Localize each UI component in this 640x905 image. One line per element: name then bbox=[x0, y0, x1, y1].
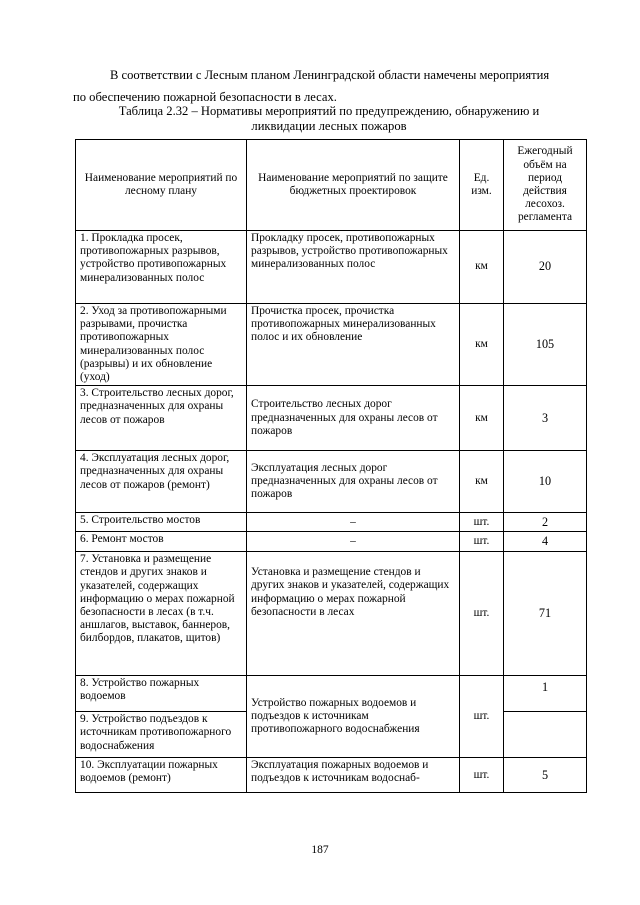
row-volume: 1 bbox=[504, 676, 587, 712]
row-volume bbox=[504, 712, 587, 758]
row-unit: шт. bbox=[460, 552, 504, 676]
row-unit: км bbox=[460, 231, 504, 304]
intro-line-1: В соответствии с Лесным планом Ленинградской области намечены мероприятия bbox=[110, 68, 550, 82]
row-volume: 3 bbox=[504, 386, 587, 451]
fire-measures-table bbox=[75, 139, 587, 793]
table-row bbox=[76, 552, 587, 676]
row-unit: км bbox=[460, 304, 504, 386]
row-plan: 3. Строительство лесных дорог, предназначенных для охраны лесов от пожаров bbox=[76, 386, 247, 451]
row-unit: шт. bbox=[460, 676, 504, 758]
table-row bbox=[76, 231, 587, 304]
row-budget: Прокладку просек, противопожарных разрывов, устройство противопожарных минерализованных полос bbox=[247, 231, 460, 304]
table-row bbox=[76, 304, 587, 386]
table-row bbox=[76, 676, 587, 712]
header-budget: Наименование мероприятий по защите бюджетных проектировок bbox=[247, 140, 460, 231]
row-volume: 20 bbox=[504, 231, 587, 304]
row-plan: 10. Эксплуатации пожарных водоемов (ремонт) bbox=[76, 758, 247, 793]
row-plan: 9. Устройство подъездов к источникам противопожарного водоснабжения bbox=[76, 712, 247, 758]
row-volume: 10 bbox=[504, 451, 587, 513]
header-volume: Ежегодный объём на период действия лесохоз. регламента bbox=[504, 140, 587, 231]
row-unit: шт. bbox=[460, 532, 504, 552]
row-plan: 6. Ремонт мостов bbox=[76, 532, 247, 552]
row-plan: 8. Устройство пожарных водоемов bbox=[76, 676, 247, 712]
row-budget: Эксплуатация лесных дорог предназначенных для охраны лесов от пожаров bbox=[247, 451, 460, 513]
table-row bbox=[76, 532, 587, 552]
row-plan: 1. Прокладка просек, противопожарных разрывов, устройство противопожарных минерализованных полос bbox=[76, 231, 247, 304]
row-plan: 2. Уход за противопожарными разрывами, прочистка противопожарных минерализованных полос (разрывы) и их обновление (уход) bbox=[76, 304, 247, 386]
table-row bbox=[76, 386, 587, 451]
row-unit: км bbox=[460, 451, 504, 513]
table-caption bbox=[73, 104, 585, 134]
caption-line-1: Таблица 2.32 – Нормативы мероприятий по предупреждению, обнаружению и bbox=[118, 104, 540, 118]
row-budget: Установка и размещение стендов и других знаков и указателей, содержащих информацию о мерах пожарной безопасности в лесах bbox=[247, 552, 460, 676]
row-volume: 71 bbox=[504, 552, 587, 676]
table-header-row bbox=[76, 140, 587, 231]
row-plan: 4. Эксплуатация лесных дорог, предназначенных для охраны лесов от пожаров (ремонт) bbox=[76, 451, 247, 513]
row-budget: Устройство пожарных водоемов и подъездов к источникам противопожарного водоснабжения bbox=[247, 676, 460, 758]
row-budget: Эксплуатация пожарных водоемов и подъездов к источникам водоснаб- bbox=[247, 758, 460, 793]
intro-line-2: по обеспечению пожарной безопасности в лесах. bbox=[73, 90, 337, 104]
row-volume: 4 bbox=[504, 532, 587, 552]
row-budget: – bbox=[247, 513, 460, 532]
table-row bbox=[76, 758, 587, 793]
row-unit: км bbox=[460, 386, 504, 451]
table-row bbox=[76, 451, 587, 513]
row-volume: 105 bbox=[504, 304, 587, 386]
row-budget: Строительство лесных дорог предназначенных для охраны лесов от пожаров bbox=[247, 386, 460, 451]
header-plan: Наименование мероприятий по лесному плану bbox=[76, 140, 247, 231]
row-volume: 5 bbox=[504, 758, 587, 793]
intro-paragraph bbox=[73, 64, 585, 108]
row-budget: Прочистка просек, прочистка противопожарных минерализованных полос и их обновление bbox=[247, 304, 460, 386]
row-unit: шт. bbox=[460, 513, 504, 532]
row-budget: – bbox=[247, 532, 460, 552]
page-number: 187 bbox=[311, 844, 329, 856]
header-unit: Ед. изм. bbox=[460, 140, 504, 231]
row-unit: шт. bbox=[460, 758, 504, 793]
table-row bbox=[76, 513, 587, 532]
row-volume: 2 bbox=[504, 513, 587, 532]
row-plan: 7. Установка и размещение стендов и других знаков и указателей, содержащих информацию о мерах пожарной безопасности в лесах (в т.ч. аншлагов, выставок, баннеров, билбордов, плакатов, щитов) bbox=[76, 552, 247, 676]
caption-line-2: ликвидации лесных пожаров bbox=[251, 119, 407, 133]
row-plan: 5. Строительство мостов bbox=[76, 513, 247, 532]
